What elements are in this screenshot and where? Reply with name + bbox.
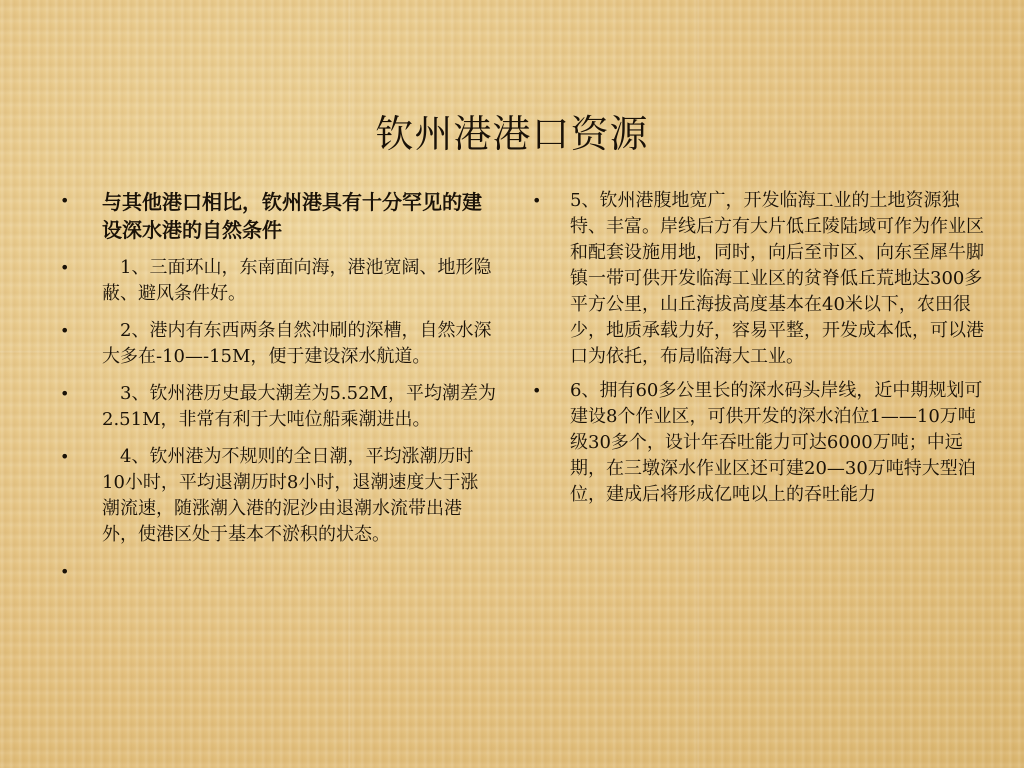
right-column (528, 188, 988, 516)
bullet-icon: • (60, 191, 70, 210)
list-item (56, 255, 496, 307)
list-item-text: 6、拥有60多公里长的深水码头岸线，近中期规划可建设8个作业区，可供开发的深水泊位1——10万吨级30多个，设计年吞吐能力可达6000万吨；中远期，在三墩深水作业区还可建20—30万吨特大型泊位，建成后将形成亿吨以上的吞吐能力 (570, 380, 983, 505)
right-bullet-list (528, 188, 988, 508)
left-bullet-list (56, 188, 496, 581)
bullet-icon: • (60, 258, 70, 277)
list-item-text: 3、钦州港历史最大潮差为5.52M，平均潮差为2.51M，非常有利于大吨位船乘潮进出。 (102, 383, 496, 430)
slide-title: 钦州港港口资源 (375, 112, 649, 157)
bullet-icon: • (60, 447, 70, 466)
list-item (56, 444, 496, 548)
list-item (528, 188, 988, 370)
list-item-heading: 与其他港口相比，钦州港具有十分罕见的建设深水港的自然条件 (102, 190, 482, 242)
list-item (528, 378, 988, 508)
bullet-icon: • (60, 562, 70, 581)
bullet-icon: • (60, 384, 70, 403)
left-column (56, 188, 496, 581)
list-item-text: 5、钦州港腹地宽广，开发临海工业的土地资源独特、丰富。岸线后方有大片低丘陵陆域可作为作业区和配套设施用地，同时，向后至市区、向东至犀牛脚镇一带可供开发临海工业区的贫脊低丘荒地达300多平方公里，山丘海拔高度基本在40米以下，农田很少，地质承载力好，容易平整，开发成本低，可以港口为依托，布局临海大工业。 (570, 190, 984, 367)
list-item (56, 188, 496, 244)
list-item-text: 1、三面环山，东南面向海，港池宽阔、地形隐蔽、避风条件好。 (102, 257, 492, 304)
bullet-icon: • (60, 321, 70, 340)
list-item-text: 4、钦州港为不规则的全日潮，平均涨潮历时10小时，平均退潮历时8小时，退潮速度大于涨潮流速，随涨潮入港的泥沙由退潮水流带出港外，使港区处于基本不淤积的状态。 (102, 446, 479, 545)
list-item (56, 318, 496, 370)
bullet-icon: • (532, 191, 542, 210)
list-item (56, 381, 496, 433)
list-item-text: 2、港内有东西两条自然冲刷的深槽，自然水深大多在-10—-15M，便于建设深水航道。 (102, 320, 492, 367)
bullet-icon: • (532, 381, 542, 400)
